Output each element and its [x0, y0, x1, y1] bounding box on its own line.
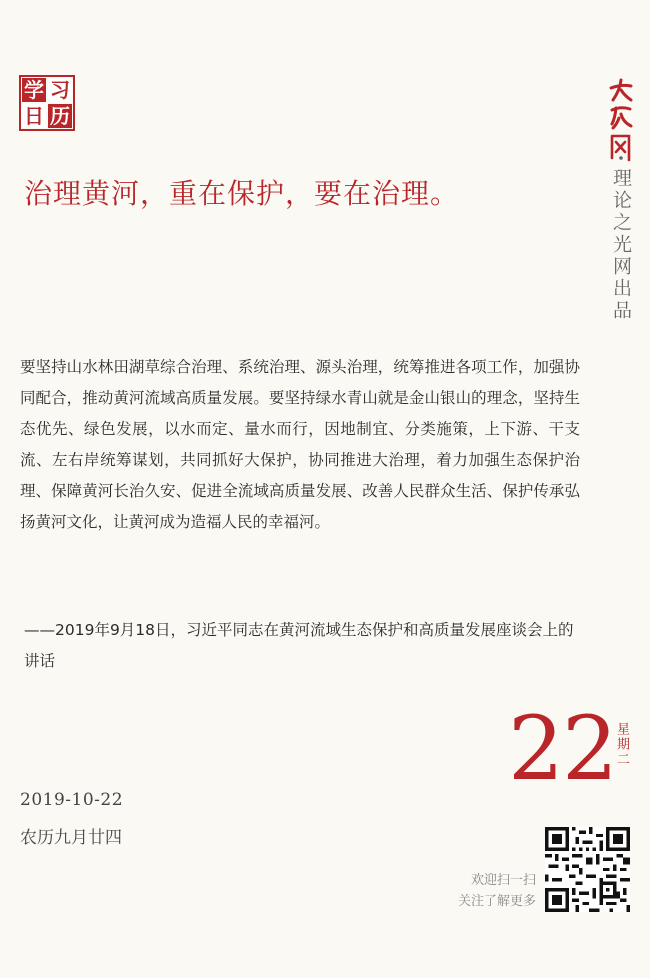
scan-prompt-line1: 欢迎扫一扫 — [470, 873, 536, 888]
calendar-lunar-date: 农历九月廿四 — [20, 828, 122, 848]
logo-char-xi: 习 — [50, 78, 70, 102]
quote-body: 要坚持山水林田湖草综合治理、系统治理、源头治理，统筹推进各项工作，加强协同配合，推动黄河流域高质量发展。要坚持绿水青山就是金山银山的理念，坚持生态优先、绿色发展，以水而定、量水而行，因地制宜、分类施策，上下游、干支流、左右岸统筹谋划，共同抓好大保护，协同推进大治理，着力加强生态保护治理、保障黄河长治久安、促进全流域高质量发展、改善人民群众生活、保护传承弘扬黄河文化，让黄河成为造福人民的幸福河。 — [20, 358, 580, 531]
scan-prompt-line2: 关注了解更多 — [457, 894, 536, 909]
dazhong-brand-logo — [607, 78, 635, 166]
logo-char-ri: 日 — [24, 104, 44, 128]
scan-prompt — [430, 870, 536, 912]
qr-code[interactable] — [545, 827, 630, 912]
brand-subtitle: 理论之光网出品 — [610, 168, 632, 322]
quote-source: ——2019年9月18日，习近平同志在黄河流域生态保护和高质量发展座谈会上的讲话 — [24, 621, 574, 670]
logo-char-xue: 学 — [24, 78, 44, 102]
calendar-day: 22 — [508, 697, 616, 800]
headline-quote: 治理黄河，重在保护，要在治理。 — [24, 177, 460, 210]
brand-separator-dot — [618, 155, 624, 161]
calendar-date: 2019-10-22 — [20, 790, 124, 810]
xuexi-rili-logo — [19, 75, 75, 131]
calendar-weekday: 星期二 — [614, 722, 629, 767]
logo-char-li: 历 — [50, 104, 70, 128]
